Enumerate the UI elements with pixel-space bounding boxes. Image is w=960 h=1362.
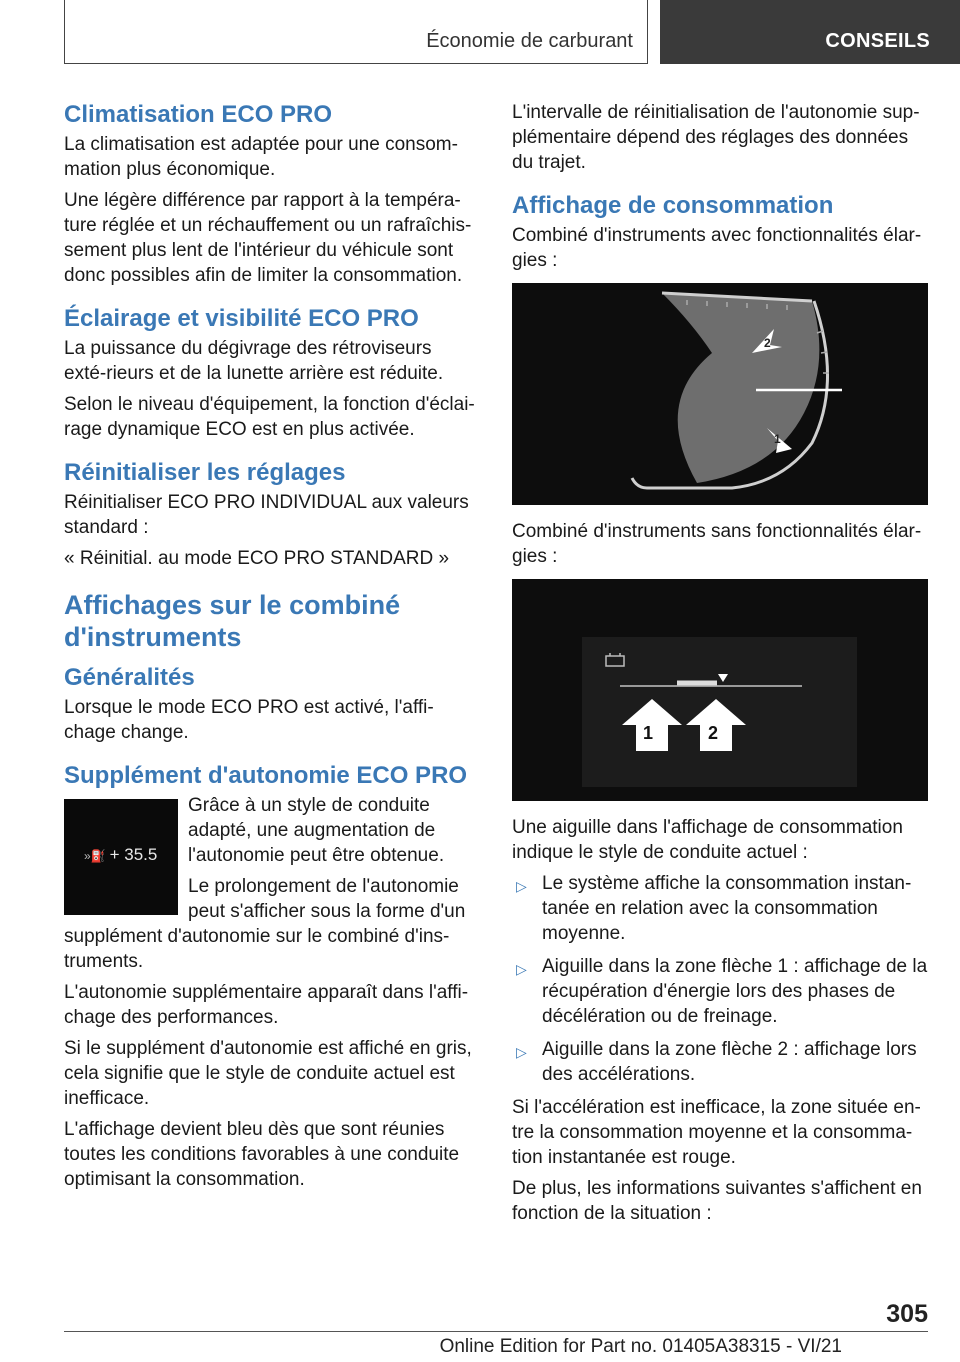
arrow-1-label: 1 (774, 432, 781, 446)
heading-generalites: Généralités (64, 664, 195, 691)
basic-cluster-graphic (512, 579, 928, 801)
paragraph: Lorsque le mode ECO PRO est activé, l'affi-chage change. (64, 697, 434, 743)
header-section-tab (660, 0, 960, 64)
paragraph: Selon le niveau d'équipement, la fonction d'éclai-rage dynamique ECO est en plus activée. (64, 394, 475, 440)
section-title: CONSEILS (825, 30, 930, 52)
heading-climatisation: Climatisation ECO PRO (64, 101, 333, 128)
heading-supplement: Supplément d'autonomie ECO PRO (64, 762, 468, 789)
paragraph: Réinitialiser ECO PRO INDIVIDUAL aux valeurs standard : (64, 492, 469, 538)
extended-cluster-graphic (512, 283, 928, 505)
list-item (512, 871, 928, 946)
paragraph: L'affichage devient bleu dès que sont réunies toutes les conditions favorables à une conduite optimisant la consommation. (64, 1119, 460, 1190)
edition-info: Online Edition for Part no. 01405A38315 - VI/21 (439, 1336, 842, 1357)
consumption-zone-shape (662, 293, 819, 483)
right-column (512, 100, 928, 1232)
heading-affichages: Affichages sur le combiné d'instruments (64, 590, 401, 652)
paragraph: Une légère différence par rapport à la tempéra-ture réglée et un réchauffement ou un rafraîchis-sement plus lent de l'intérieur du véhicule sont donc possibles afin de limiter la consommation. (64, 190, 472, 286)
triangle-bullet-icon: ▷ (516, 878, 527, 894)
heading-consommation: Affichage de consommation (512, 192, 834, 219)
paragraph: Le prolongement de l'autonomie peut s'afficher sous la forme d'un supplément d'autonomie sur le combiné d'ins-truments. (64, 876, 466, 972)
paragraph: Combiné d'instruments avec fonctionnalités élar-gies : (512, 225, 922, 271)
paragraph: « Réinitial. au mode ECO PRO STANDARD » (64, 548, 450, 569)
paragraph: La climatisation est adaptée pour une consom-mation plus économique. (64, 134, 458, 180)
fuel-pump-icon: »⛽ (84, 849, 106, 863)
arrow-2-label: 2 (764, 336, 771, 350)
list-item-text: Aiguille dans la zone flèche 1 : affichage de la récupération d'énergie lors des phases de décélération ou de freinage. (542, 956, 928, 1027)
triangle-bullet-icon: ▷ (516, 1044, 527, 1060)
paragraph: L'intervalle de réinitialisation de l'autonomie sup-plémentaire dépend des réglages des données du trajet. (512, 102, 920, 173)
paragraph: Grâce à un style de conduite adapté, une augmentation de l'autonomie peut être obtenue. (188, 795, 445, 866)
list-item-text: Aiguille dans la zone flèche 2 : affichage lors des accélérations. (542, 1039, 917, 1085)
range-extension-display-image (64, 799, 178, 915)
list-item (512, 1037, 928, 1087)
list-item-text: Le système affiche la consommation instan-tanée en relation avec la consommation moyenne. (542, 873, 912, 944)
heading-eclairage: Éclairage et visibilité ECO PRO (64, 305, 419, 332)
paragraph: Une aiguille dans l'affichage de consommation indique le style de conduite actuel : (512, 817, 903, 863)
page-number: 305 (886, 1300, 928, 1328)
footer-divider (64, 1331, 928, 1332)
extended-cluster-image (512, 283, 928, 505)
triangle-bullet-icon: ▷ (516, 961, 527, 977)
paragraph: De plus, les informations suivantes s'affichent en fonction de la situation : (512, 1178, 922, 1224)
arrow-2-label: 2 (708, 723, 719, 743)
chapter-title: Économie de carburant (426, 30, 633, 52)
paragraph: La puissance du dégivrage des rétroviseurs exté-rieurs et de la lunette arrière est réduite. (64, 338, 444, 384)
basic-cluster-image (512, 579, 928, 801)
heading-reinitialiser: Réinitialiser les réglages (64, 459, 346, 486)
range-extension-value: + 35.5 (109, 845, 158, 864)
list-item (512, 954, 928, 1029)
paragraph: Si le supplément d'autonomie est affiché en gris, cela signifie que le style de conduite actuel est inefficace. (64, 1038, 472, 1109)
paragraph: Combiné d'instruments sans fonctionnalités élar-gies : (512, 521, 922, 567)
paragraph: L'autonomie supplémentaire apparaît dans l'affi-chage des performances. (64, 982, 469, 1028)
bullet-list (512, 871, 928, 1087)
header-left-box (64, 0, 648, 64)
arrow-1-label: 1 (643, 723, 654, 743)
range-extension-readout (84, 845, 157, 865)
paragraph: Si l'accélération est inefficace, la zone située en-tre la consommation moyenne et la consomma-tion instantanée est rouge. (512, 1097, 921, 1168)
left-column (64, 100, 476, 1198)
